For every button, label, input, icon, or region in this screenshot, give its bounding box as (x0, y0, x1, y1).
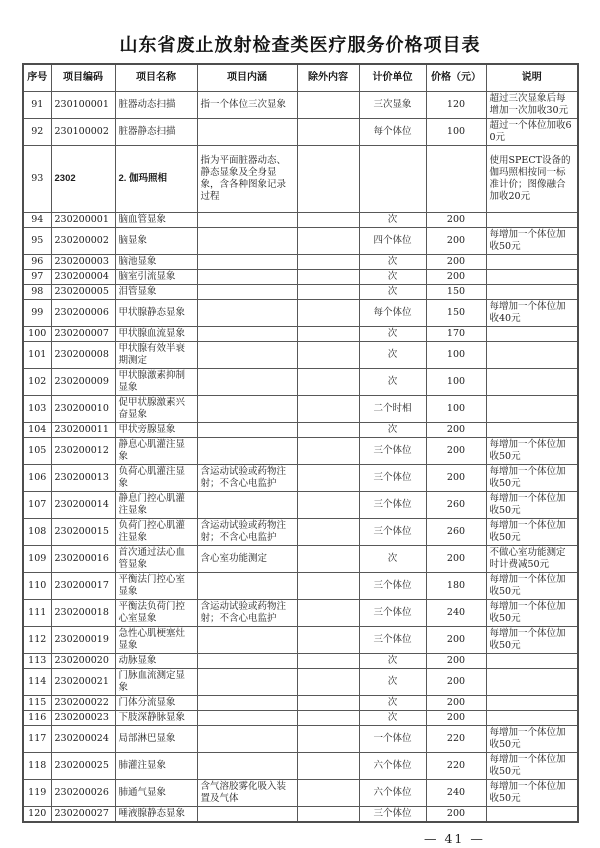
cell-no: 97 (23, 270, 51, 285)
cell-excluded (297, 711, 359, 726)
cell-price: 170 (426, 327, 486, 342)
cell-code: 230200024 (51, 726, 115, 753)
cell-note (486, 807, 578, 823)
cell-content: 含运动试验或药物注射；不含心电监护 (197, 600, 297, 627)
cell-code: 230200005 (51, 285, 115, 300)
cell-name: 甲状腺静态显象 (115, 300, 197, 327)
cell-no: 95 (23, 228, 51, 255)
cell-unit: 三个体位 (359, 465, 426, 492)
cell-content: 含运动试验或药物注射；不含心电监护 (197, 465, 297, 492)
table-row (23, 119, 578, 146)
cell-name: 负荷门控心肌灌注显象 (115, 519, 197, 546)
cell-name: 局部淋巴显象 (115, 726, 197, 753)
cell-name: 首次通过法心血管显象 (115, 546, 197, 573)
cell-no: 109 (23, 546, 51, 573)
cell-excluded (297, 519, 359, 546)
cell-code: 230200021 (51, 669, 115, 696)
cell-unit: 次 (359, 696, 426, 711)
cell-price: 100 (426, 396, 486, 423)
table-row (23, 711, 578, 726)
cell-content (197, 654, 297, 669)
cell-note: 每增加一个体位加收50元 (486, 228, 578, 255)
cell-price: 150 (426, 285, 486, 300)
table-row (23, 396, 578, 423)
table-row (23, 807, 578, 823)
cell-excluded (297, 300, 359, 327)
cell-excluded (297, 465, 359, 492)
cell-name: 门体分流显象 (115, 696, 197, 711)
cell-code: 230200013 (51, 465, 115, 492)
cell-excluded (297, 726, 359, 753)
table-row (23, 327, 578, 342)
cell-name: 动脉显象 (115, 654, 197, 669)
cell-unit: 次 (359, 255, 426, 270)
table-row (23, 423, 578, 438)
cell-no: 94 (23, 213, 51, 228)
column-header: 说明 (486, 64, 578, 92)
cell-note (486, 255, 578, 270)
cell-note (486, 342, 578, 369)
cell-name: 平衡法负荷门控心室显象 (115, 600, 197, 627)
table-row (23, 270, 578, 285)
cell-content (197, 396, 297, 423)
cell-price: 260 (426, 519, 486, 546)
cell-no: 106 (23, 465, 51, 492)
cell-name: 甲状腺有效半衰期测定 (115, 342, 197, 369)
page-number: — 41 — (424, 831, 485, 846)
cell-content (197, 627, 297, 654)
cell-price: 200 (426, 711, 486, 726)
cell-no: 110 (23, 573, 51, 600)
cell-content (197, 213, 297, 228)
cell-price: 240 (426, 600, 486, 627)
cell-content (197, 228, 297, 255)
cell-price: 260 (426, 492, 486, 519)
table-row (23, 696, 578, 711)
cell-excluded (297, 92, 359, 119)
cell-price: 200 (426, 654, 486, 669)
cell-unit: 次 (359, 285, 426, 300)
table-row (23, 780, 578, 807)
cell-unit: 三次显象 (359, 92, 426, 119)
cell-name: 静息心肌灌注显象 (115, 438, 197, 465)
cell-no: 111 (23, 600, 51, 627)
cell-no: 93 (23, 146, 51, 213)
column-header: 计价单位 (359, 64, 426, 92)
cell-excluded (297, 492, 359, 519)
cell-name: 静息门控心肌灌注显象 (115, 492, 197, 519)
cell-unit: 次 (359, 327, 426, 342)
cell-unit: 次 (359, 546, 426, 573)
cell-name: 脏器静态扫描 (115, 119, 197, 146)
cell-note: 每增加一个体位加收40元 (486, 300, 578, 327)
cell-name: 负荷心肌灌注显象 (115, 465, 197, 492)
cell-unit: 二个时相 (359, 396, 426, 423)
cell-note: 不做心室功能测定时计费减50元 (486, 546, 578, 573)
cell-code: 230200018 (51, 600, 115, 627)
cell-unit: 每个体位 (359, 119, 426, 146)
cell-unit: 三个体位 (359, 519, 426, 546)
cell-excluded (297, 285, 359, 300)
cell-note: 超过三次显象后每增加一次加收30元 (486, 92, 578, 119)
table-row (23, 285, 578, 300)
cell-name: 脑池显象 (115, 255, 197, 270)
cell-unit: 六个体位 (359, 780, 426, 807)
cell-no: 100 (23, 327, 51, 342)
cell-name: 平衡法门控心室显象 (115, 573, 197, 600)
cell-content: 含气溶胶雾化吸入装置及气体 (197, 780, 297, 807)
cell-code: 230100002 (51, 119, 115, 146)
cell-name: 唾液腺静态显象 (115, 807, 197, 823)
table-row (23, 654, 578, 669)
cell-code: 230200023 (51, 711, 115, 726)
cell-code: 230200019 (51, 627, 115, 654)
cell-code: 230200003 (51, 255, 115, 270)
cell-name: 肺通气显象 (115, 780, 197, 807)
cell-content: 指一个体位三次显象 (197, 92, 297, 119)
cell-excluded (297, 573, 359, 600)
cell-no: 105 (23, 438, 51, 465)
cell-price: 200 (426, 255, 486, 270)
header-row (23, 64, 578, 92)
cell-code: 230200027 (51, 807, 115, 823)
cell-price: 120 (426, 92, 486, 119)
column-header: 序号 (23, 64, 51, 92)
cell-excluded (297, 753, 359, 780)
table-row (23, 573, 578, 600)
cell-excluded (297, 654, 359, 669)
cell-note (486, 270, 578, 285)
cell-content (197, 669, 297, 696)
cell-excluded (297, 213, 359, 228)
cell-name: 脑室引流显象 (115, 270, 197, 285)
table-row (23, 669, 578, 696)
cell-name: 泪管显象 (115, 285, 197, 300)
cell-code: 230200014 (51, 492, 115, 519)
column-header: 价格（元） (426, 64, 486, 92)
cell-note: 每增加一个体位加收50元 (486, 573, 578, 600)
cell-unit: 三个体位 (359, 438, 426, 465)
column-header: 项目名称 (115, 64, 197, 92)
cell-no: 101 (23, 342, 51, 369)
table-row (23, 627, 578, 654)
cell-no: 120 (23, 807, 51, 823)
table-row (23, 726, 578, 753)
table-row (23, 492, 578, 519)
cell-price: 220 (426, 726, 486, 753)
cell-note: 每增加一个体位加收50元 (486, 492, 578, 519)
cell-name: 脑显象 (115, 228, 197, 255)
cell-no: 115 (23, 696, 51, 711)
table-row (23, 600, 578, 627)
cell-note (486, 327, 578, 342)
cell-name: 甲状旁腺显象 (115, 423, 197, 438)
cell-code: 230200017 (51, 573, 115, 600)
cell-excluded (297, 270, 359, 285)
cell-content: 含运动试验或药物注射；不含心电监护 (197, 519, 297, 546)
cell-content (197, 423, 297, 438)
cell-content (197, 285, 297, 300)
cell-code: 230200022 (51, 696, 115, 711)
cell-note (486, 654, 578, 669)
cell-price: 200 (426, 807, 486, 823)
cell-content (197, 711, 297, 726)
cell-no: 104 (23, 423, 51, 438)
table-body (23, 92, 578, 823)
cell-note: 每增加一个体位加收50元 (486, 780, 578, 807)
cell-code: 230200010 (51, 396, 115, 423)
cell-content: 指为平面脏器动态、静态显象及全身显象，含各种图象记录过程 (197, 146, 297, 213)
cell-code: 230100001 (51, 92, 115, 119)
cell-content (197, 696, 297, 711)
cell-code: 230200009 (51, 369, 115, 396)
cell-name: 肺灌注显象 (115, 753, 197, 780)
cell-code: 2302 (51, 146, 115, 213)
cell-excluded (297, 696, 359, 711)
cell-price: 220 (426, 753, 486, 780)
column-header: 项目编码 (51, 64, 115, 92)
column-header: 除外内容 (297, 64, 359, 92)
cell-code: 230200004 (51, 270, 115, 285)
column-header: 项目内涵 (197, 64, 297, 92)
cell-code: 230200006 (51, 300, 115, 327)
table-row (23, 228, 578, 255)
cell-price: 100 (426, 119, 486, 146)
cell-code: 230200026 (51, 780, 115, 807)
cell-name: 急性心肌梗塞灶显象 (115, 627, 197, 654)
table-row (23, 438, 578, 465)
cell-price: 200 (426, 465, 486, 492)
cell-content (197, 492, 297, 519)
cell-unit: 四个体位 (359, 228, 426, 255)
cell-content (197, 300, 297, 327)
cell-unit: 次 (359, 711, 426, 726)
cell-excluded (297, 119, 359, 146)
cell-price: 200 (426, 270, 486, 285)
cell-code: 230200012 (51, 438, 115, 465)
cell-note: 超过一个体位加收60元 (486, 119, 578, 146)
table-row (23, 213, 578, 228)
cell-no: 91 (23, 92, 51, 119)
cell-content: 含心室功能测定 (197, 546, 297, 573)
cell-content (197, 119, 297, 146)
price-table (22, 63, 579, 823)
cell-excluded (297, 600, 359, 627)
cell-content (197, 255, 297, 270)
cell-note: 每增加一个体位加收50元 (486, 726, 578, 753)
cell-excluded (297, 146, 359, 213)
cell-content (197, 807, 297, 823)
cell-content (197, 753, 297, 780)
cell-no: 108 (23, 519, 51, 546)
cell-unit: 次 (359, 213, 426, 228)
cell-content (197, 573, 297, 600)
table-row (23, 146, 578, 213)
cell-note: 每增加一个体位加收50元 (486, 519, 578, 546)
cell-unit (359, 146, 426, 213)
cell-content (197, 327, 297, 342)
cell-excluded (297, 396, 359, 423)
table-row (23, 753, 578, 780)
cell-excluded (297, 228, 359, 255)
document-title: 山东省废止放射检查类医疗服务价格项目表 (119, 35, 481, 55)
cell-name: 2. 伽玛照相 (115, 146, 197, 213)
cell-excluded (297, 327, 359, 342)
cell-no: 98 (23, 285, 51, 300)
cell-price: 200 (426, 423, 486, 438)
cell-unit: 每个体位 (359, 300, 426, 327)
cell-excluded (297, 627, 359, 654)
table-row (23, 342, 578, 369)
cell-price (426, 146, 486, 213)
cell-code: 230200001 (51, 213, 115, 228)
cell-note: 使用SPECT设备的伽玛照相按同一标准计价；图像融合加收20元 (486, 146, 578, 213)
cell-code: 230200008 (51, 342, 115, 369)
cell-note (486, 423, 578, 438)
cell-note (486, 669, 578, 696)
cell-unit: 三个体位 (359, 600, 426, 627)
table-row (23, 465, 578, 492)
cell-note (486, 396, 578, 423)
cell-unit: 一个体位 (359, 726, 426, 753)
cell-no: 114 (23, 669, 51, 696)
cell-no: 107 (23, 492, 51, 519)
cell-note (486, 369, 578, 396)
cell-content (197, 438, 297, 465)
cell-price: 200 (426, 546, 486, 573)
cell-excluded (297, 669, 359, 696)
cell-unit: 次 (359, 342, 426, 369)
cell-price: 180 (426, 573, 486, 600)
cell-content (197, 726, 297, 753)
table-row (23, 300, 578, 327)
cell-excluded (297, 780, 359, 807)
cell-unit: 三个体位 (359, 573, 426, 600)
cell-excluded (297, 342, 359, 369)
cell-no: 112 (23, 627, 51, 654)
cell-content (197, 342, 297, 369)
cell-no: 117 (23, 726, 51, 753)
cell-unit: 次 (359, 423, 426, 438)
cell-note (486, 285, 578, 300)
cell-unit: 六个体位 (359, 753, 426, 780)
cell-price: 200 (426, 438, 486, 465)
cell-name: 甲状腺血流显象 (115, 327, 197, 342)
cell-name: 门脉血流测定显象 (115, 669, 197, 696)
cell-unit: 三个体位 (359, 627, 426, 654)
cell-name: 下肢深静脉显象 (115, 711, 197, 726)
cell-code: 230200015 (51, 519, 115, 546)
cell-unit: 三个体位 (359, 492, 426, 519)
cell-code: 230200011 (51, 423, 115, 438)
cell-code: 230200007 (51, 327, 115, 342)
cell-name: 甲状腺激素抑制显象 (115, 369, 197, 396)
cell-note (486, 213, 578, 228)
cell-no: 96 (23, 255, 51, 270)
cell-content (197, 270, 297, 285)
cell-note: 每增加一个体位加收50元 (486, 465, 578, 492)
cell-note: 每增加一个体位加收50元 (486, 753, 578, 780)
cell-excluded (297, 369, 359, 396)
cell-name: 脑血管显象 (115, 213, 197, 228)
cell-unit: 次 (359, 654, 426, 669)
cell-no: 92 (23, 119, 51, 146)
cell-price: 100 (426, 369, 486, 396)
table-row (23, 255, 578, 270)
cell-price: 200 (426, 669, 486, 696)
table-row (23, 519, 578, 546)
cell-excluded (297, 807, 359, 823)
cell-note (486, 696, 578, 711)
cell-price: 100 (426, 342, 486, 369)
cell-note (486, 711, 578, 726)
cell-code: 230200025 (51, 753, 115, 780)
cell-no: 119 (23, 780, 51, 807)
table-row (23, 546, 578, 573)
cell-no: 102 (23, 369, 51, 396)
cell-price: 200 (426, 627, 486, 654)
cell-price: 200 (426, 696, 486, 711)
cell-note: 每增加一个体位加收50元 (486, 627, 578, 654)
cell-note: 每增加一个体位加收50元 (486, 438, 578, 465)
cell-price: 150 (426, 300, 486, 327)
cell-price: 240 (426, 780, 486, 807)
cell-excluded (297, 255, 359, 270)
cell-code: 230200016 (51, 546, 115, 573)
cell-unit: 次 (359, 669, 426, 696)
cell-no: 118 (23, 753, 51, 780)
cell-unit: 次 (359, 369, 426, 396)
cell-price: 200 (426, 213, 486, 228)
table-row (23, 92, 578, 119)
cell-no: 116 (23, 711, 51, 726)
cell-excluded (297, 546, 359, 573)
cell-no: 99 (23, 300, 51, 327)
cell-no: 113 (23, 654, 51, 669)
cell-code: 230200020 (51, 654, 115, 669)
cell-name: 促甲状腺激素兴奋显象 (115, 396, 197, 423)
cell-excluded (297, 423, 359, 438)
cell-unit: 三个体位 (359, 807, 426, 823)
cell-excluded (297, 438, 359, 465)
cell-note: 每增加一个体位加收50元 (486, 600, 578, 627)
cell-price: 200 (426, 228, 486, 255)
cell-name: 脏器动态扫描 (115, 92, 197, 119)
cell-no: 103 (23, 396, 51, 423)
cell-code: 230200002 (51, 228, 115, 255)
table-row (23, 369, 578, 396)
cell-unit: 次 (359, 270, 426, 285)
cell-content (197, 369, 297, 396)
